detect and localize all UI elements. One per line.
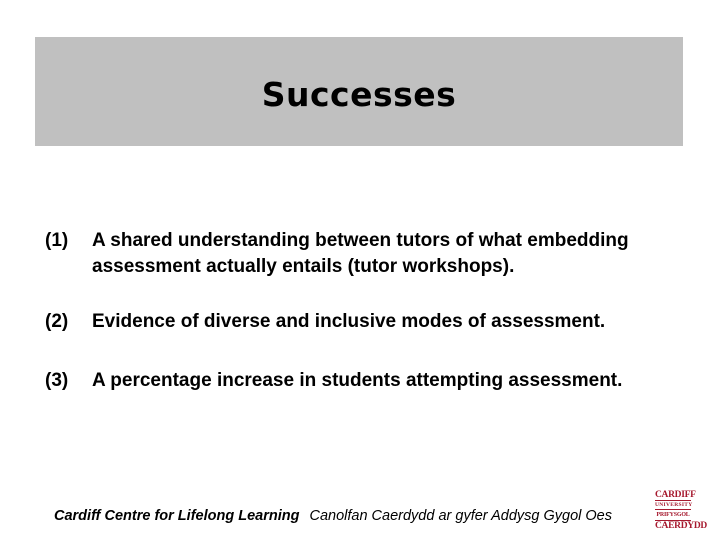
list-item-text-line: assessment actually entails (tutor workshops).: [92, 256, 515, 277]
logo-line: PRIFYSGOL: [655, 510, 691, 521]
list-item-number: (2): [45, 311, 69, 332]
footer-welsh: Canolfan Caerdydd ar gyfer Addysg Gygol Oes: [309, 508, 612, 524]
title-band: [35, 37, 683, 146]
list-item-number: (3): [45, 370, 69, 391]
logo-line: UNIVERSITY: [655, 502, 693, 508]
footer: [54, 507, 612, 525]
list-item-text: Evidence of diverse and inclusive modes of assessment.: [92, 311, 606, 332]
logo-line: CAERDYDD: [655, 521, 707, 531]
logo-line: CARDIFF: [655, 490, 696, 500]
list-item-text: [92, 228, 682, 280]
list-item-text-line: A shared understanding between tutors of what embedding: [92, 230, 629, 251]
university-logo: [655, 490, 707, 535]
list-item-text: A percentage increase in students attempting assessment.: [92, 370, 623, 391]
footer-english: Cardiff Centre for Lifelong Learning: [54, 508, 300, 524]
list-item-number: (1): [45, 230, 69, 251]
slide-title: Successes: [261, 75, 457, 114]
